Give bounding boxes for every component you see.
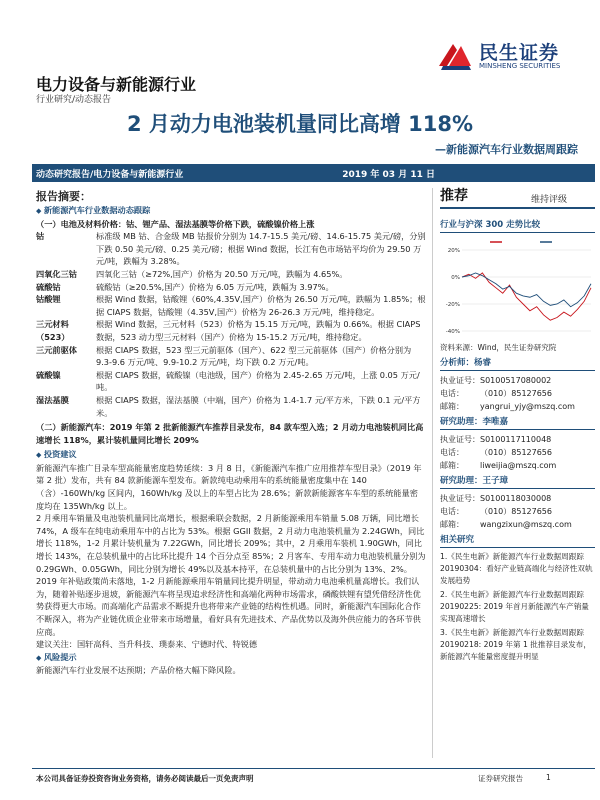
field-value: S0100117110048 bbox=[480, 435, 552, 444]
price-row-value: 根据 Wind 数据，三元材料（523）价格为 15.15 万元/吨，跌幅为 0.66%。根据 CIAPS 数据，523 动力型三元材料（国产）价格为 15-15.2 万元/吨，维持稳定。 bbox=[96, 319, 421, 342]
field-value: （010）85127656 bbox=[480, 448, 552, 457]
summary-heading: 报告摘要： bbox=[36, 190, 91, 203]
header-band bbox=[32, 164, 595, 182]
price-table bbox=[36, 230, 426, 419]
trend-chart bbox=[440, 236, 595, 341]
price-row-value: 根据 Wind 数据，钴酸锂（60%,4.35V,国产）价格为 26.50 万元/吨，跌幅为 1.85%；根据 CIAPS 数据，钴酸锂（4.35V,国产）价格为 26-26.3 万元/吨，维持稳定。 bbox=[96, 294, 426, 317]
report-type: 行业研究/动态报告 bbox=[36, 95, 112, 105]
report-date: 2019 年 03 月 11 日 bbox=[342, 170, 435, 180]
y-tick-label: -20% bbox=[445, 302, 460, 308]
field-label: 执业证号： bbox=[440, 435, 480, 444]
paragraph: 建议关注：国轩高科、当升科技、璞泰来、宁德时代、特锐德 bbox=[36, 639, 258, 650]
y-tick-label: -40% bbox=[445, 329, 460, 335]
page-number: 1 bbox=[546, 773, 551, 782]
industry-name: 电力设备与新能源行业 bbox=[36, 75, 197, 94]
field-value: yangrui_yjy@mszq.com bbox=[480, 402, 575, 411]
field-label: 电话： bbox=[440, 389, 464, 398]
company-logo bbox=[435, 36, 595, 76]
price-row bbox=[36, 293, 426, 318]
page-title: 2 月动力电池装机量同比高增 118% bbox=[126, 112, 474, 136]
related-list bbox=[440, 551, 595, 663]
price-row-value: 根据 CIAPS 数据，硫酸镍（电池级，国产）价格为 2.45-2.65 万元/吨，上涨 0.05 万元/吨。 bbox=[96, 369, 420, 393]
sidebar bbox=[440, 190, 595, 665]
price-row-key: 三元材料（523） bbox=[36, 319, 70, 342]
price-row bbox=[36, 394, 426, 419]
paragraph: 新能源汽车推广目录车型高能量密度趋势延续：3 月 8 日，《新能源汽车推广应用推荐车型目录》（2019 年第 2 批）发布，共有 84 款新能源车型发布。新款纯电动乘用车的系统能量密度集中在 140（含）-160Wh/kg 区间内，160Wh/kg 及以上的车型占比为 28.6%；新款新能源客车车型的系统能量密度均在 135Wh/kg 以上。 bbox=[36, 462, 422, 511]
price-row-value: 四氧化三钴（≥72%,国产）价格为 20.50 万元/吨，跌幅为 4.65%。 bbox=[96, 268, 348, 279]
related-item[interactable]: 1.《民生电新》新能源汽车行业数据周跟踪 20190304：看好产业链高端化与经济性双轨发展趋势 bbox=[440, 552, 593, 585]
field-label: 电话： bbox=[440, 507, 464, 516]
field-label: 执业证号： bbox=[440, 376, 480, 385]
analyst-role: 研究助理：王子璋 bbox=[440, 475, 595, 489]
price-row-key: 钴 bbox=[36, 231, 45, 242]
field-value: S0100517080002 bbox=[480, 376, 552, 385]
footer-disclaimer: 本公司具备证券投资咨询业务资格，请务必阅读最后一页免责声明 bbox=[36, 774, 254, 783]
footer-divider bbox=[32, 768, 595, 769]
field-value: （010）85127656 bbox=[480, 389, 552, 398]
paragraph: 2 月乘用车销量及电池装机量同比高增长，根据乘联会数据，2 月新能源乘用车销量 5.08 万辆，同比增长 74%，A 级车在纯电动乘用车中的占比为 53%。根据 GGII 数据，2 月动力电池装机量为 2.24GWh，同比增长 118%，1-2 月累计装机量为 7.22GWh，同比增长 209%；其中，2 月乘用车装机 1.90GWh，同比增长 143%，在总装机量中的占比环比提升 14 个百分点至 85%；2 月客车、专用车动力电池装机量分别为 0.29GWh、0.05GWh，同比分别为增长 49%以及基本持平，在总装机量中的占比分别为 13%、2%。 bbox=[36, 513, 426, 574]
related-item[interactable]: 3.《民生电新》新能源汽车行业数据周跟踪 20190218: 2019 年第 1 批推荐目录发布，新能源汽车能量密度提升明显 bbox=[440, 628, 591, 661]
analyst-field bbox=[440, 492, 595, 505]
field-label: 邮箱： bbox=[440, 402, 464, 411]
y-tick-label: 0% bbox=[451, 275, 460, 281]
chart-source: 资料来源：Wind，民生证券研究院 bbox=[440, 343, 557, 352]
price-row bbox=[36, 344, 426, 369]
section-heading: ◆ 风险提示 bbox=[36, 651, 426, 665]
analyst-field bbox=[440, 446, 595, 459]
price-row-value: 根据 CIAPS 数据，湿法基膜（中端，国产）价格为 1.4-1.7 元/平方米，下跌 0.1 元/平方米。 bbox=[96, 394, 421, 418]
logo-text-en: MINSHENG SECURITIES bbox=[479, 62, 561, 70]
summary-body bbox=[36, 204, 426, 677]
analyst-field bbox=[440, 433, 595, 446]
rating-value: 维持评级 bbox=[530, 195, 567, 205]
field-value: liweijia@mszq.com bbox=[480, 461, 557, 470]
related-item[interactable]: 2.《民生电新》新能源汽车行业数据周跟踪 20190225: 2019 年首月新能源汽车产销量实现高速增长 bbox=[440, 590, 589, 623]
price-row-key: 硫酸镍 bbox=[36, 369, 61, 380]
section-heading: ◆ 新能源汽车行业数据动态跟踪 bbox=[36, 204, 426, 218]
field-value: （010）85127656 bbox=[480, 507, 552, 516]
analyst-role: 分析师：杨睿 bbox=[440, 357, 595, 371]
minsheng-logo-icon bbox=[435, 36, 475, 76]
series-line-1 bbox=[462, 273, 591, 307]
footer-label: 证券研究报告 bbox=[478, 774, 523, 783]
trend-chart-svg bbox=[440, 236, 595, 341]
price-row bbox=[36, 268, 426, 281]
logo-text-cn: 民生证券 bbox=[479, 42, 560, 64]
field-value: S0100118030008 bbox=[480, 494, 552, 503]
column-divider bbox=[432, 188, 433, 758]
y-tick-label: 20% bbox=[447, 248, 460, 254]
band-category: 动态研究报告/电力设备与新能源行业 bbox=[36, 170, 184, 180]
field-label: 执业证号： bbox=[440, 494, 480, 503]
price-row-key: 硫酸钴 bbox=[36, 281, 61, 292]
price-row-value: 标准级 MB 钴、合金级 MB 钴报价分别为 14.7-15.5 美元/磅、14.6-15.75 美元/磅，分别下跌 0.50 美元/磅、0.25 美元/磅；根据 Wind 数据，长江有色市场钴平均价为 29.50 万元/吨，跌幅为 3.28%。 bbox=[96, 231, 426, 267]
related-heading: 相关研究 bbox=[440, 534, 595, 548]
paragraph: 2019 年补贴政策尚未落地，1-2 月新能源乘用车销量同比提升明显，带动动力电池乘机量高增长。我们认为，随着补贴逐步退坡，新能源汽车将呈现追求经济性和高端化两种市场需求，磷酸铁锂有望凭借经济性优势获得更大市场。而高端化产品需求不断提升也将带来产业链的结构性机遇。同时，新能源汽车国际化合作不断深入，将为产业链优质企业带来市场增量，看好具有先进技术、产品优势以及海外供应能力的各环节供应商。 bbox=[36, 576, 421, 637]
field-label: 邮箱： bbox=[440, 520, 464, 529]
price-row-value: 根据 CIAPS 数据，523 型三元前驱体（国产）、622 型三元前驱体（国产）价格分别为 9.3-9.6 万元/吨、9.9-10.2 万元/吨，均下跌 0.2 万元/吨。 bbox=[96, 344, 412, 368]
price-row bbox=[36, 318, 426, 343]
price-row-key: 三元前驱体 bbox=[36, 344, 77, 355]
analyst-field bbox=[440, 400, 595, 413]
section-heading: ◆ 投资建议 bbox=[36, 448, 426, 462]
price-row-key: 湿法基膜 bbox=[36, 394, 69, 405]
price-row bbox=[36, 230, 426, 268]
subsection-heading: （一）电池及材料价格：钴、锂产品、湿法基膜等价格下跌，硫酸镍价格上涨 bbox=[36, 218, 315, 229]
price-row-key: 钴酸锂 bbox=[36, 294, 61, 305]
analyst-list bbox=[440, 357, 595, 531]
chart-heading: 行业与沪深 300 走势比较 bbox=[440, 219, 595, 233]
analyst-role: 研究助理：李唯嘉 bbox=[440, 416, 595, 430]
price-row bbox=[36, 281, 426, 294]
investment-paragraphs bbox=[36, 462, 426, 651]
risk-text: 新能源汽车行业发展不达预期；产品价格大幅下降风险。 bbox=[36, 665, 241, 676]
analyst-field bbox=[440, 387, 595, 400]
field-label: 电话： bbox=[440, 448, 464, 457]
analyst-field bbox=[440, 505, 595, 518]
price-row bbox=[36, 369, 426, 394]
price-row-key: 四氧化三钴 bbox=[36, 268, 77, 279]
rating-title: 推荐 bbox=[440, 188, 468, 204]
subsection-heading: （二）新能源汽车：2019 年第 2 批新能源汽车推荐目录发布，84 款车型入选；2 月动力电池装机同比高速增长 118%，累计装机量同比增长 209% bbox=[36, 422, 424, 445]
price-row-value: 硫酸钴（≥20.5%,国产）价格为 6.05 万元/吨，跌幅为 3.97%。 bbox=[96, 281, 334, 292]
analyst-field bbox=[440, 518, 595, 531]
page-subtitle: —新能源汽车行业数据周跟踪 bbox=[435, 143, 578, 156]
analyst-field bbox=[440, 459, 595, 472]
field-value: wangzixun@mszq.com bbox=[480, 520, 572, 529]
rating-box bbox=[440, 190, 595, 209]
field-label: 邮箱： bbox=[440, 461, 464, 470]
analyst-field bbox=[440, 374, 595, 387]
